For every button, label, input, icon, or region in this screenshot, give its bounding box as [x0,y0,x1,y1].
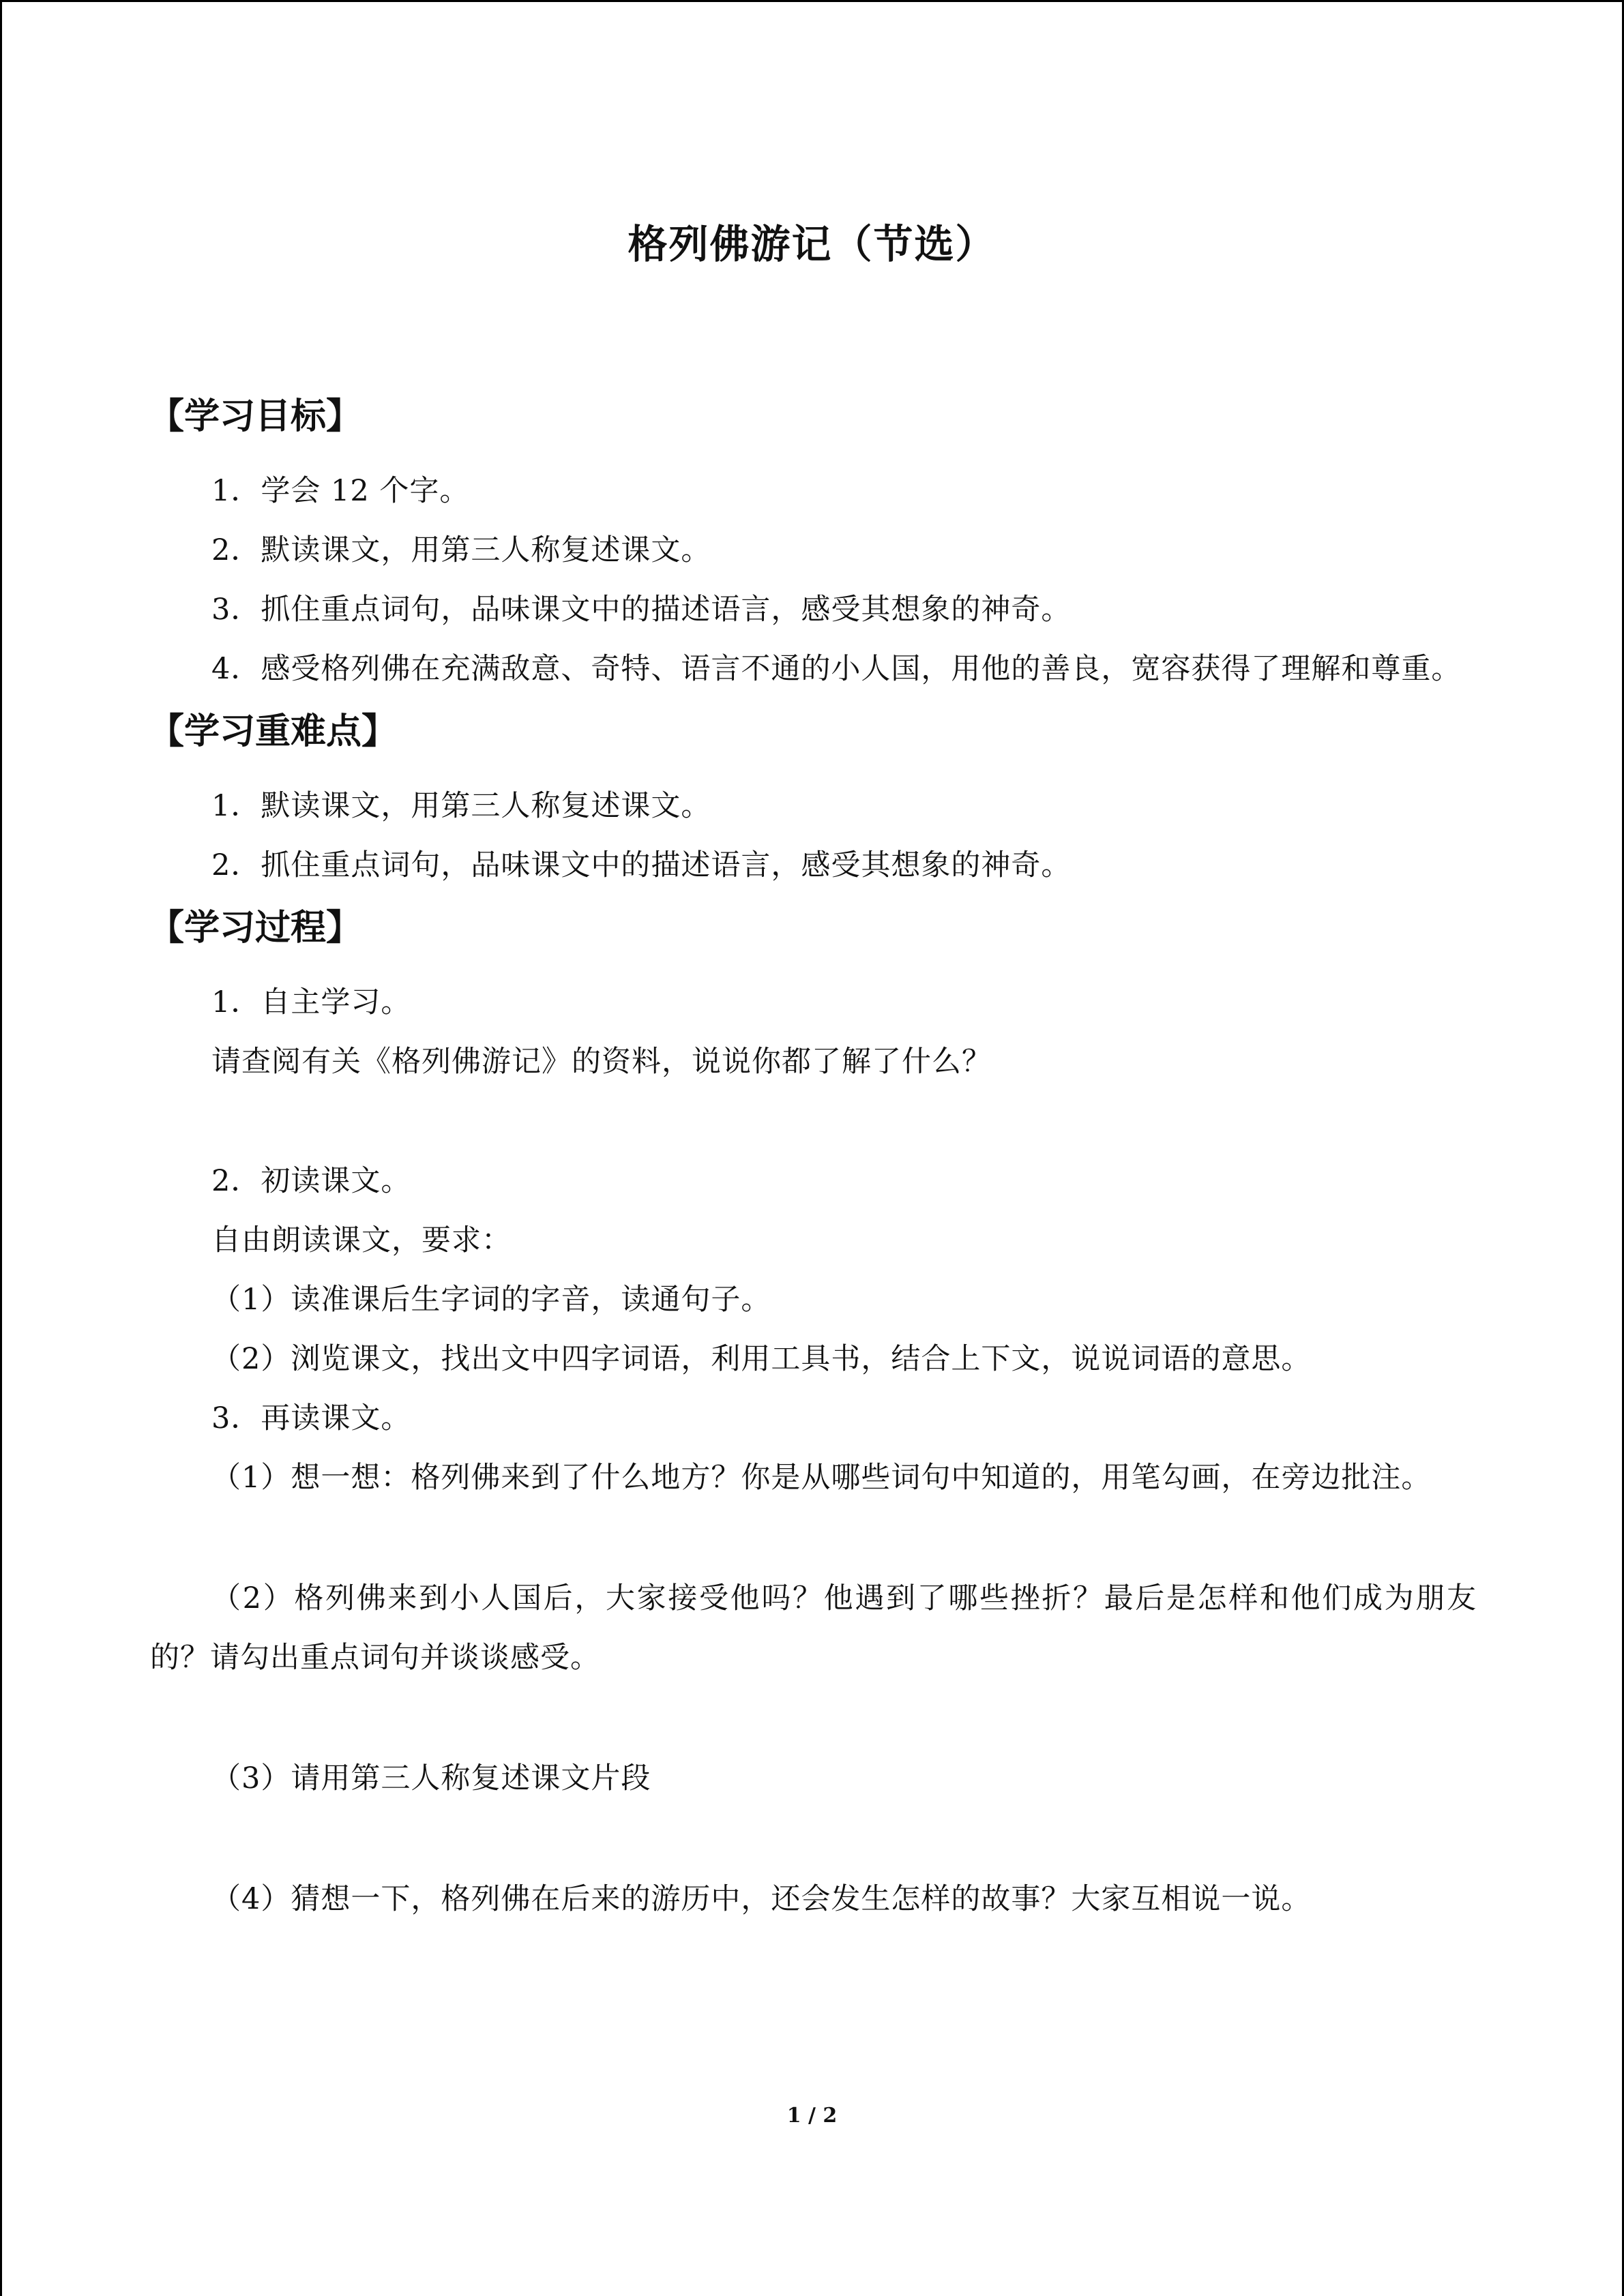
document-body [150,384,1477,1929]
key-point-item-2: 2．抓住重点词句，品味课文中的描述语言，感受其想象的神奇。 [211,848,1072,882]
process-step-3-q4: （4）猜想一下，格列佛在后来的游历中，还会发生怎样的故事？大家互相说一说。 [211,1882,1312,1916]
objective-item-3: 3．抓住重点词句，品味课文中的描述语言，感受其想象的神奇。 [211,593,1072,627]
process-step-1-task: 请查阅有关《格列佛游记》的资料，说说你都了解了什么？ [211,1045,992,1079]
answer-space [150,1508,1477,1569]
section-heading-key-points: 【学习重难点】 [149,711,398,752]
objective-item-4: 4．感受格列佛在充满敌意、奇特、语言不通的小人国，用他的善良，宽容获得了理解和尊重。 [211,652,1462,686]
objective-item-2: 2．默读课文，用第三人称复述课文。 [211,533,711,567]
process-step-3-q1: （1）想一想：格列佛来到了什么地方？你是从哪些词句中知道的，用笔勾画，在旁边批注。 [211,1461,1432,1495]
answer-space [150,1092,1477,1152]
process-step-1: 1．自主学习。 [211,985,411,1019]
process-step-3-q2: （2）格列佛来到小人国后，大家接受他吗？他遇到了哪些挫折？最后是怎样和他们成为朋友的？请勾出重点词句并谈谈感受。 [150,1581,1477,1675]
answer-space [150,1808,1477,1870]
page-number: 1 / 2 [786,2104,838,2128]
process-step-3-q3: （3）请用第三人称复述课文片段 [211,1761,651,1795]
process-step-2: 2．初读课文。 [211,1164,411,1198]
key-point-item-1: 1．默读课文，用第三人称复述课文。 [211,789,711,823]
process-step-2-intro: 自由朗读课文，要求： [211,1223,512,1257]
document-title: 格列佛游记（节选） [628,221,996,267]
section-heading-process: 【学习过程】 [149,908,362,949]
objective-item-1: 1．学会 12 个字。 [211,474,470,508]
process-step-2-req-2: （2）浏览课文，找出文中四字词语，利用工具书，结合上下文，说说词语的意思。 [211,1342,1312,1376]
process-step-2-req-1: （1）读准课后生字词的字音，读通句子。 [211,1283,771,1317]
section-heading-objectives: 【学习目标】 [149,396,362,437]
process-step-3: 3．再读课文。 [211,1401,411,1435]
answer-space [150,1688,1477,1749]
